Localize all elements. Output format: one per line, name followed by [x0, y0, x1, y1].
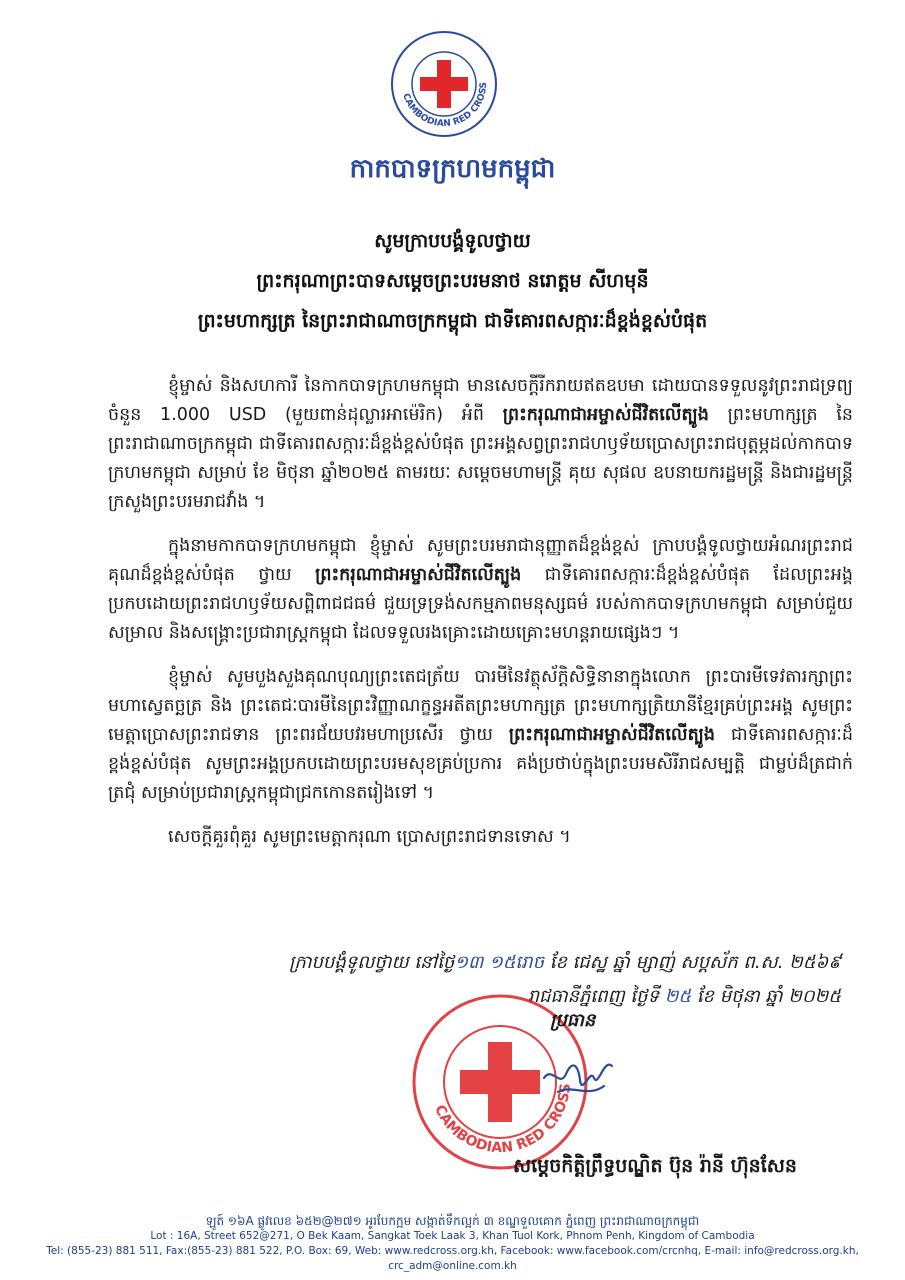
heading-line-2: ព្រះករុណាព្រះបាទសម្ដេចព្រះបរមនាថ នរោត្តម សីហមុនី [256, 270, 649, 292]
letterhead-footer [0, 1214, 905, 1274]
paragraph-2: ក្នុងនាមកាកបាទក្រហមកម្ពុជា ខ្ញុំម្ចាស់ សូមព្រះបរមរាជានុញ្ញាតដ៏ខ្ពង់ខ្ពស់ ក្រាបបង្គំទូលថ្វាយអំណរព្រះរាជគុណដ៏ខ្ពង់ខ្ពស់បំផុត ថ្វាយ ព្រះករុណាជាអម្ចាស់ជីវិតលើត្បូង ជាទីគោរពសក្ការៈដ៏ខ្ពង់ខ្ពស់បំផុត ដែលព្រះអង្គប្រកបដោយព្រះរាជហឫទ័យសព្ពិពាជជធម៌ ជួយទ្រទ្រង់សកម្មភាពមនុស្សធម៌ របស់កាកបាទក្រហមកម្ពុជា សម្រាប់ជួយសម្រាល និងសង្គ្រោះប្រជារាស្ត្រកម្ពុជា ដែលទទួលរងគ្រោះដោយគ្រោះមហន្តរាយផ្សេងៗ ។ [108, 536, 853, 643]
organization-name: កាកបាទក្រហមកម្ពុជា [349, 154, 556, 184]
solar-date-line: រាជធានីភ្នំពេញ ថ្ងៃទី ២៥ ខែ មិថុនា ឆ្នាំ ២០២៥ [527, 986, 841, 1007]
paragraph-3: ខ្ញុំម្ចាស់ សូមបួងសួងគុណបុណ្យព្រះតេជត្រ័យ បារមីនៃវត្ថុស័ក្ដិសិទ្ធិនានាក្នុងលោក ព្រះបារមីទេវតារក្សាព្រះមហាស្វេតច្ឆត្រ និង ព្រះតេជៈបារមីនៃព្រះវិញ្ញាណក្ខន្ធអតីតព្រះមហាក្សត្រ ព្រះមហាក្សត្រិយានីខ្មែរគ្រប់ព្រះអង្គ សូមព្រះមេត្តាប្រោសព្រះរាជទាន ព្រះពរជ័យបវរមហាប្រសើរ ថ្វាយ ព្រះករុណាជាអម្ចាស់ជីវិតលើត្បូង ជាទីគោរពសក្ការៈដ៏ខ្ពង់ខ្ពស់បំផុត សូមព្រះអង្គប្រកបដោយព្រះបរមសុខគ្រប់ប្រការ គង់ប្រថាប់ក្នុងព្រះបរមសិរីរាជសម្បត្តិ ជាម្លប់ដ៏ត្រជាក់ត្រជុំ សម្រាប់ប្រជារាស្ត្រកម្ពុជាជ្រកកោនតរៀងទៅ ។ [108, 667, 853, 803]
heading-line-3: ព្រះមហាក្សត្រ នៃព្រះរាជាណាចក្រកម្ពុជា ជាទីគោរពសក្ការៈដ៏ខ្ពង់ខ្ពស់បំផុត [197, 310, 708, 332]
letter-body [108, 372, 853, 867]
signer-name: សម្ដេចកិត្តិព្រឹទ្ធបណ្ឌិត ប៊ុន រ៉ានី ហ៊ុនសែន [513, 1155, 797, 1177]
paragraph-closing: សេចក្ដីគួរពុំគួរ សូមព្រះមេត្តាករុណា ប្រោសព្រះរាជទានទោស ។ [168, 827, 571, 847]
signer-role: ប្រធាន [550, 1010, 596, 1031]
logo-ring-text: CAMBODIAN RED CROSS [400, 81, 490, 130]
paragraph-1: ខ្ញុំម្ចាស់ និងសហការី នៃកាកបាទក្រហមកម្ពុជា មានសេចក្ដីរីករាយឥតឧបមា ដោយបានទទួលនូវព្រះរាជទ្រព្យ ចំនួន 1.000 USD (មួយពាន់ដុល្លារអាម៉េរិក) អំពី ព្រះករុណាជាអម្ចាស់ជីវិតលើត្បូង ព្រះមហាក្សត្រ នៃព្រះរាជាណាចក្រកម្ពុជា ជាទីគោរពសក្ការៈដ៏ខ្ពង់ខ្ពស់បំផុត ព្រះអង្គសព្វព្រះរាជហឫទ័យប្រោសព្រះរាជបុត្តម្ភដល់កាកបាទក្រហមកម្ពុជា សម្រាប់ ខែ មិថុនា ឆ្នាំ២០២៥ តាមរយៈ សម្ដេចមហាមន្ត្រី គុយ សុផល ឧបនាយករដ្ឋមន្ត្រី និងជារដ្ឋមន្ត្រីក្រសួងព្រះបរមរាជវាំង ។ [108, 376, 853, 512]
footer-address-english: Lot : 16A, Street 652@271, O Bek Kaam, Sangkat Toek Laak 3, Khan Tuol Kork, Phnom Penh, Kingdom of Cambodia [150, 1230, 755, 1242]
salutation-headings [60, 228, 845, 348]
footer-contacts: Tel: (855-23) 881 511, Fax:(855-23) 881 522, P.O. Box: 69, Web: www.redcross.org.kh, Facebook: www.facebook.com/crcnhq, E-mail: info@redcross.org.kh, crc_adm@online.com.kh [46, 1245, 859, 1272]
footer-address-khmer: ឡូត៍ ១៦A ផ្លូវលេខ ៦៥២@២៧១ អូរបែកក្អម សង្កាត់ទឹកល្អក់ ៣ ខណ្ឌទួលគោក ភ្នំពេញ ព្រះរាជាណាចក្រកម្ពុជា [205, 1214, 700, 1228]
lunar-date-line: ក្រាបបង្គំទូលថ្វាយ នៅថ្ងៃ១៣ ១៥រោច ខែ ជេស្ឋ ឆ្នាំ ម្សាញ់ សប្តស័ក ព.ស. ២៥៦៩ [289, 952, 841, 973]
cambodian-red-cross-logo [390, 30, 498, 138]
handwritten-signature [538, 1048, 618, 1104]
stamp-ring-text: CAMBODIAN RED CROSS [431, 1082, 575, 1157]
heading-line-1: សូមក្រាបបង្គំទូលថ្វាយ [374, 230, 531, 252]
